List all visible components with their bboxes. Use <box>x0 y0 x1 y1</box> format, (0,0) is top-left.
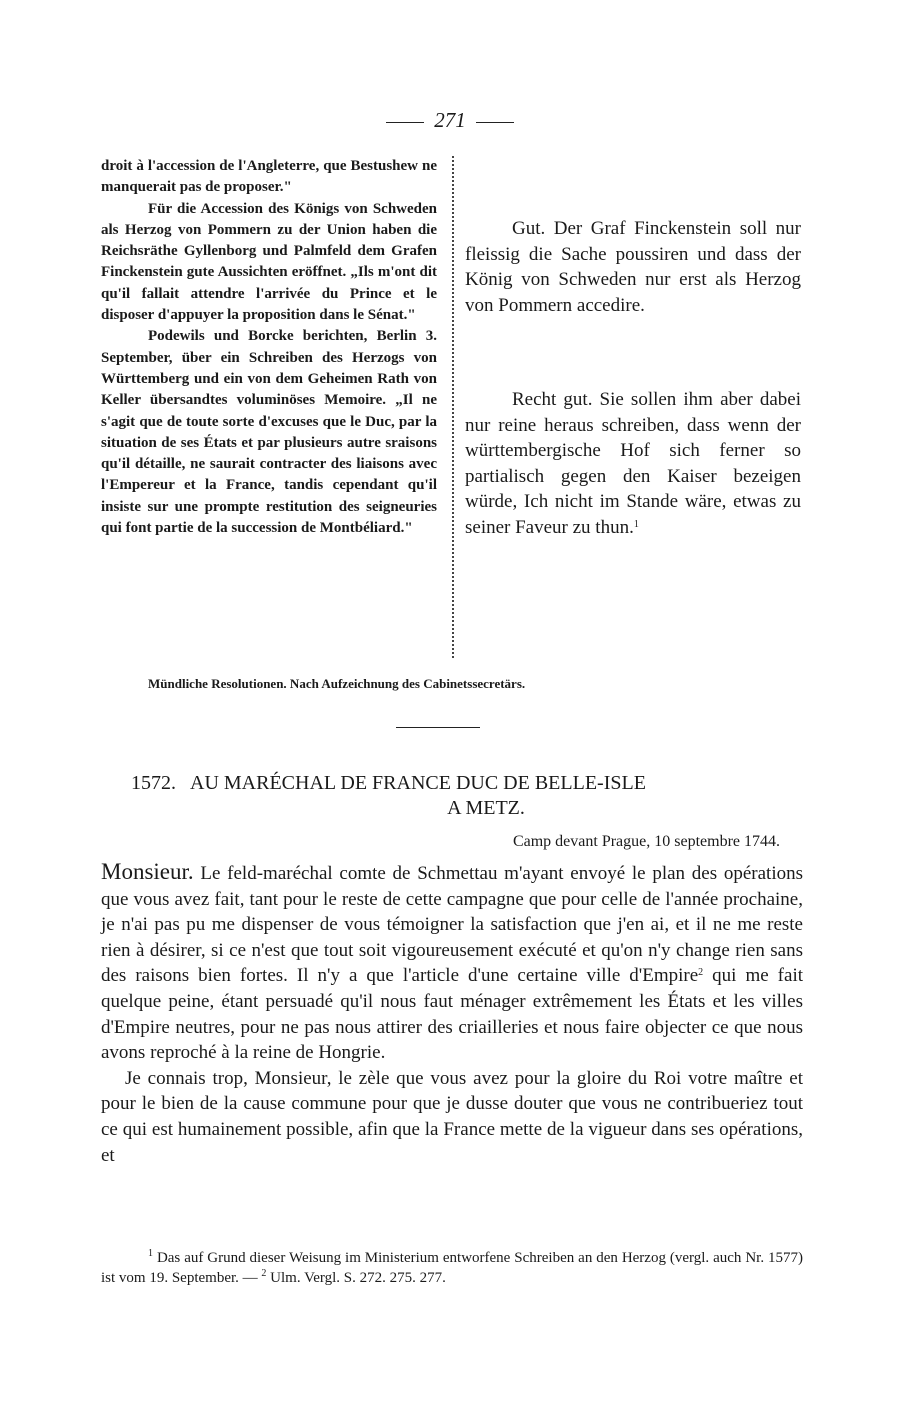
page-header <box>0 108 900 133</box>
left-para-3: Podewils und Borcke berichten, Berlin 3. September, über ein Schreiben des Herzogs von Württemberg und ein von dem Geheimen Rath von Keller übersandtes voluminöses Memoire. „Il ne s'agit que de toute sorte d'excuses que le Duc, par la situation de ses États et par plusieurs autre sraisons qu'il détaille, ne saurait contracter des liaisons avec l'Empereur et la France, tandis cependant qu'il insiste sur une prompte restitution des seigneuries qui font partie de la succession de Montbéliard." <box>101 328 437 537</box>
letter-para-1-a: Le feld-maréchal comte de Schmettau m'ayant envoyé le plan des opérations que vous avez fait, tant pour le reste de cette campagne que pour celle de l'année prochaine, je n'ai pas pu me dispenser de vous témoigner la satisfaction que j'en ai, et il ne me reste rien à désirer, si ce n'est que tout soit vigoureusement exécuté et qu'on n'y change rien sans des raisons bien fortes. Il n'y a que l'article d'une certaine ville d'Empire <box>101 863 803 987</box>
footnote-ref-1: 1 <box>633 518 639 530</box>
resolution-2-text: Recht gut. Sie sollen ihm aber dabei nur reine heraus schreiben, dass wenn der württembergische Hof sich ferner so partialisch gegen den Kaiser bezeigen würde, Ich nicht im Stande wäre, etwas zu seiner Faveur zu thun. <box>465 389 801 538</box>
letter-body <box>101 859 803 1168</box>
left-column-summary <box>101 156 437 539</box>
letter-heading <box>101 771 801 821</box>
resolution-1 <box>465 216 801 318</box>
source-note: Mündliche Resolutionen. Nach Aufzeichnung des Cabinetssecretärs. <box>148 676 526 691</box>
letter-number: 1572. <box>131 772 176 794</box>
page-number: 271 <box>434 108 466 132</box>
letter-heading-line-1 <box>101 771 801 796</box>
resolution-1-text: Gut. Der Graf Finckenstein soll nur fleissig die Sache poussiren und dass der König von Schweden nur erst als Herzog von Pommern accedire. <box>465 218 801 316</box>
section-rule <box>396 727 480 728</box>
left-para-2: Für die Accession des Königs von Schweden als Herzog von Pommern zu der Union haben die Reichsräthe Gyllenborg und Palmfeld dem Grafen Finckenstein gute Aussichten eröffnet. „Ils m'ont dit qu'il fallait attendre l'arrivée du Prince et le disposer d'appuyer la proposition dans le Sénat." <box>101 200 437 324</box>
letter-para-1-b: qui me fait quelque peine, étant persuadé qu'il nous faut ménager extrêmement les États et les villes d'Empire neutres, pour ne pas nous attirer des criailleries et nous faire objecter ce que nous avons reproché à la reine de Hongrie. <box>101 965 804 1064</box>
letter-heading-line-2: A METZ. <box>447 797 525 819</box>
footnote-2-mark: 2 <box>261 1268 267 1279</box>
resolution-2-paragraph <box>465 387 801 541</box>
letter-para-2: Je connais trop, Monsieur, le zèle que vous avez pour la gloire du Roi votre maître et pour le bien de la cause commune pour que je dusse douter que vous ne contribueriez tout ce qui est humainement possible, afin que la France mette de la vigueur dans ses opérations, et <box>101 1067 803 1166</box>
footnote-ref-2: 2 <box>698 967 704 979</box>
letter-para-1 <box>101 859 803 1066</box>
footnotes <box>101 1248 803 1288</box>
footnote-paragraph <box>101 1248 803 1288</box>
letter-dateline: Camp devant Prague, 10 septembre 1744. <box>512 833 780 850</box>
column-divider <box>452 156 454 658</box>
footnote-1-text: Das auf Grund dieser Weisung im Ministerium entworfene Schreiben an den Herzog (vergl. auch Nr. 1577) ist vom 19. September. — <box>101 1250 804 1286</box>
header-dash-left <box>386 122 424 123</box>
salutation: Monsieur. <box>101 859 194 884</box>
resolution-2 <box>465 387 801 541</box>
letter-recipient: AU MARÉCHAL DE FRANCE DUC DE BELLE-ISLE <box>190 772 646 794</box>
header-dash-right <box>476 122 514 123</box>
left-para-1: droit à l'accession de l'Angleterre, que Bestushew ne manquerait pas de proposer." <box>101 158 437 196</box>
footnote-1-mark: 1 <box>148 1248 153 1259</box>
footnote-2-text: Ulm. Vergl. S. 272. 275. 277. <box>270 1270 446 1286</box>
